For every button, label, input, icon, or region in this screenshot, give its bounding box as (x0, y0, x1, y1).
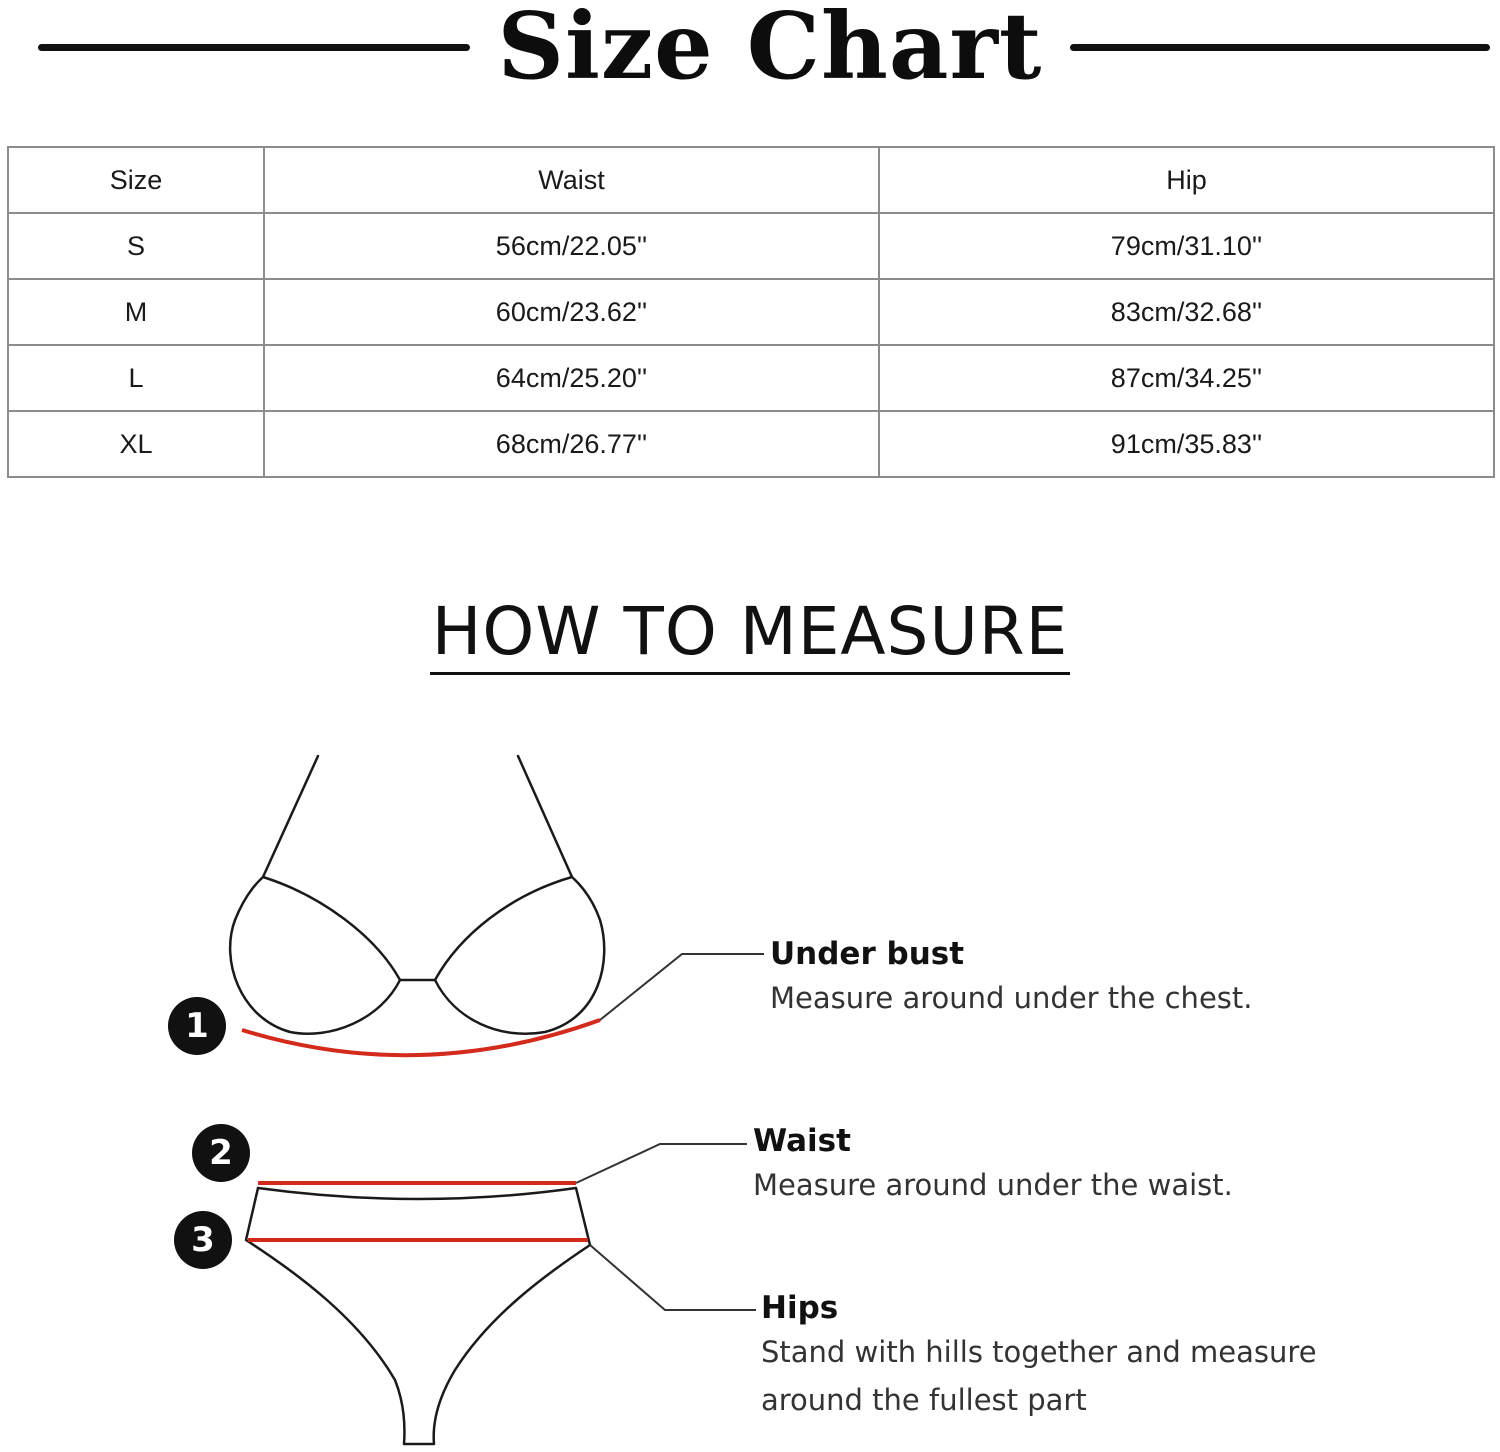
waist-title: Waist (753, 1123, 851, 1159)
table-row (8, 411, 1494, 477)
cell-hip: 79cm/31.10'' (879, 213, 1494, 279)
header-waist: Waist (264, 147, 879, 213)
cell-hip: 87cm/34.25'' (879, 345, 1494, 411)
under-bust-callout (770, 934, 1252, 1022)
under-bust-title: Under bust (770, 936, 965, 972)
under-bust-leader (600, 954, 764, 1020)
cell-waist: 60cm/23.62'' (264, 279, 879, 345)
size-table (7, 146, 1495, 478)
cell-waist: 68cm/26.77'' (264, 411, 879, 477)
waistband-top (258, 1188, 576, 1199)
table-row (8, 213, 1494, 279)
right-strap (518, 756, 572, 877)
header-hip: Hip (879, 147, 1494, 213)
title-row (0, 0, 1500, 100)
left-cup (230, 877, 400, 1034)
hips-title: Hips (761, 1290, 839, 1326)
step-2-badge: 2 (192, 1124, 250, 1182)
cell-size: L (8, 345, 264, 411)
under-bust-description: Measure around under the chest. (770, 981, 1253, 1015)
cell-hip: 91cm/35.83'' (879, 411, 1494, 477)
step-3-badge: 3 (174, 1211, 232, 1269)
hips-leader (590, 1245, 756, 1310)
right-cup (435, 877, 604, 1034)
bikini-top-icon (230, 756, 604, 1034)
how-to-measure-heading (0, 592, 1500, 675)
left-strap (263, 756, 318, 877)
hips-callout (761, 1288, 1317, 1424)
waist-leader (576, 1144, 747, 1183)
waist-description: Measure around under the waist. (753, 1168, 1233, 1202)
header-size: Size (8, 147, 264, 213)
under-bust-line (242, 1020, 600, 1055)
table-row (8, 279, 1494, 345)
cell-waist: 64cm/25.20'' (264, 345, 879, 411)
hips-description: Stand with hills together and measure around the fullest part (761, 1335, 1317, 1417)
cell-size: XL (8, 411, 264, 477)
table-row (8, 345, 1494, 411)
cell-hip: 83cm/32.68'' (879, 279, 1494, 345)
bikini-bottom-icon (246, 1188, 590, 1444)
cell-waist: 56cm/22.05'' (264, 213, 879, 279)
page-title: Size Chart (497, 0, 1043, 100)
waist-callout (753, 1121, 1233, 1209)
cell-size: S (8, 213, 264, 279)
title-rule-left (38, 44, 470, 51)
title-rule-right (1070, 44, 1490, 51)
how-to-measure-title: HOW TO MEASURE (430, 592, 1071, 675)
step-1-badge: 1 (168, 997, 226, 1055)
cell-size: M (8, 279, 264, 345)
bottom-outline (246, 1188, 590, 1444)
table-header-row (8, 147, 1494, 213)
